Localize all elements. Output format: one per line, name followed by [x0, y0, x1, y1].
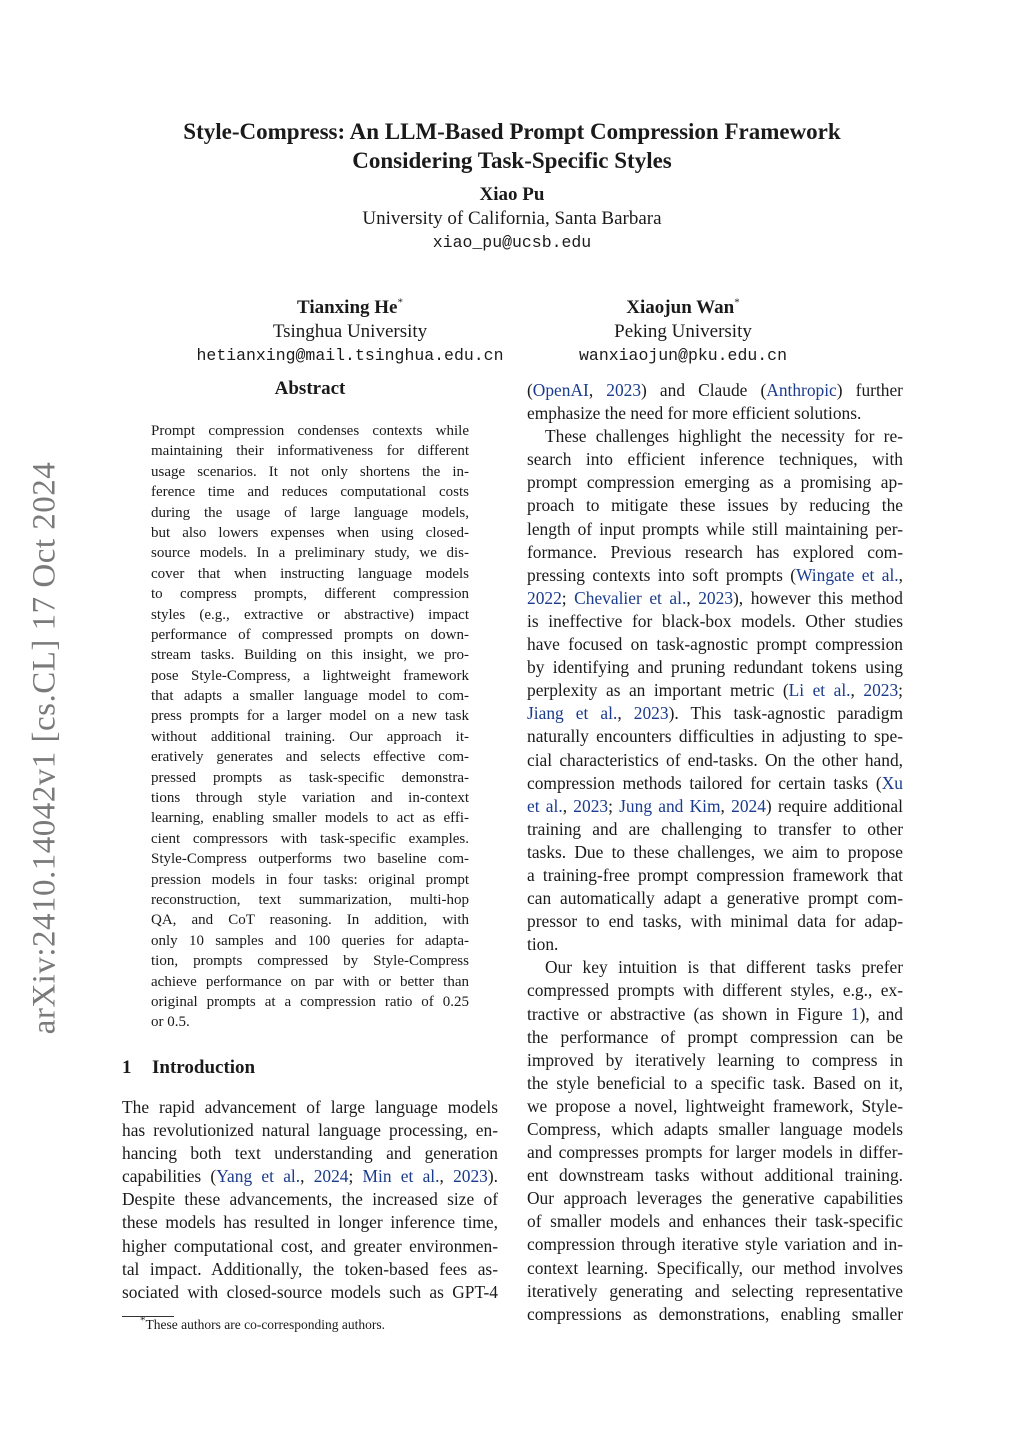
author-email: hetianxing@mail.tsinghua.edu.cn	[196, 346, 504, 365]
text-line: improved by iteratively learning to compress in	[527, 1049, 903, 1070]
author-name-line	[160, 296, 540, 320]
text-line: Despite these advancements, the increased size of	[122, 1189, 498, 1210]
abstract-line: pression models in four tasks: original prompt	[151, 871, 469, 888]
figure-reference-link[interactable]: 1	[850, 1003, 860, 1024]
abstract-line: only 10 samples and 100 queries for adapta-	[151, 932, 469, 949]
citation-link[interactable]: 2022	[527, 587, 562, 608]
text-line: Our approach leverages the generative capabilities	[527, 1188, 903, 1209]
abstract-line: Prompt compression condenses contexts while	[151, 423, 469, 439]
author-block-3	[493, 296, 873, 368]
footnote-mark: *	[140, 1314, 146, 1327]
abstract-line: pose Style-Compress, a lightweight framework	[151, 667, 469, 684]
citation-link[interactable]: 2024	[731, 795, 766, 816]
abstract-body	[151, 421, 469, 1033]
citation-link[interactable]: 2023	[633, 703, 669, 724]
citation-link[interactable]: 2023	[606, 380, 642, 400]
abstract-line: cover that when instructing language models	[151, 565, 469, 582]
author-affiliation: University of California, Santa Barbara	[362, 208, 662, 229]
abstract-line: QA, and CoT reasoning. In addition, with	[151, 912, 469, 929]
author-affiliation: Tsinghua University	[272, 321, 428, 342]
abstract-line: Style-Compress outperforms two baseline com-	[151, 851, 469, 868]
text-line: cial characteristics of end-tasks. On the other hand,	[527, 749, 903, 770]
citation-link[interactable]: Min et al.	[362, 1166, 440, 1187]
abstract-heading: Abstract	[274, 378, 346, 399]
text-line: higher computational cost, and greater environmen-	[122, 1235, 498, 1256]
abstract-line: performance of compressed prompts on down-	[151, 626, 469, 643]
text-line: perplexity as an important metric (Li et al., 2023;	[527, 680, 903, 701]
title-line-1: Style-Compress: An LLM-Based Prompt Compression Framework	[183, 119, 841, 144]
citation-link[interactable]: Xu	[881, 772, 903, 793]
text-line: has revolutionized natural language processing, en-	[122, 1120, 498, 1141]
citation-link[interactable]: 2023	[863, 680, 899, 701]
text-line: formance. Previous research has explored com-	[527, 541, 903, 562]
text-line: Compress, which adapts smaller language models	[527, 1119, 903, 1139]
text-line: The rapid advancement of large language models	[122, 1097, 498, 1117]
author-affiliation: Peking University	[614, 321, 752, 342]
text-line: search into efficient inference techniques, with	[527, 449, 903, 470]
citation-link[interactable]: 2023	[698, 587, 734, 608]
text-line: compressed prompts with different styles, e.g., ex-	[527, 980, 903, 1001]
section-title: Introduction	[152, 1057, 256, 1078]
text-line: compression through iterative style variation and in-	[527, 1234, 903, 1255]
corresponding-mark: *	[397, 296, 403, 309]
text-line: sociated with closed-source models such as GPT-4	[122, 1281, 498, 1302]
title-line-2: Considering Task-Specific Styles	[352, 148, 672, 173]
abstract-line: pressed prompts as task-specific demonstra-	[151, 769, 469, 786]
citation-link[interactable]: et al.	[527, 795, 563, 816]
abstract-line: original prompts at a compression ratio of 0.25	[151, 993, 469, 1010]
text-line: prompt compression emerging as a promising ap-	[527, 472, 903, 493]
abstract-line: learning, enabling smaller models to act as effi-	[151, 810, 469, 827]
author-email: xiao_pu@ucsb.edu	[432, 233, 592, 252]
abstract-line: source models. In a preliminary study, we dis-	[151, 545, 469, 562]
text-line: et al., 2023; Jung and Kim, 2024) require additional	[527, 795, 903, 816]
text-line: emphasize the need for more efficient solutions.	[527, 403, 862, 424]
text-line: we propose a novel, lightweight framework, Style-	[527, 1095, 903, 1116]
abstract-line: ference time and reduces computational costs	[151, 484, 469, 501]
text-line: compressions as demonstrations, enabling smaller	[527, 1303, 903, 1324]
section-heading-introduction	[122, 1057, 255, 1079]
abstract-line: to compress prompts, different compression	[151, 586, 469, 603]
text-line: iteratively generating and selecting representative	[527, 1280, 903, 1301]
intro-left-column	[122, 1096, 498, 1304]
abstract-line: reconstruction, text summarization, multi-hop	[151, 891, 469, 908]
author-name-line	[493, 296, 873, 320]
abstract-line: that adapts a smaller language model to com-	[151, 688, 469, 705]
abstract-line: maintaining their informativeness for different	[151, 443, 469, 460]
abstract-line: tion, prompts compressed by Style-Compress	[151, 953, 469, 970]
intro-right-column	[527, 379, 903, 1326]
section-number: 1	[122, 1057, 132, 1078]
citation-link[interactable]: Chevalier et al.	[574, 587, 687, 608]
text-line: length of input prompts while still maintaining per-	[527, 518, 903, 539]
text-line: hancing both text understanding and generation	[122, 1143, 498, 1164]
text-line: is ineffective for black-box models. Other studies	[527, 610, 903, 631]
citation-link[interactable]: Anthropic	[766, 380, 837, 400]
text-line: tractive or abstractive (as shown in Figure 1), and	[527, 1003, 903, 1024]
author-name: Tianxing He	[297, 297, 398, 318]
abstract-line: but also lowers expenses when using closed-	[151, 524, 469, 541]
text-line: compression methods tailored for certain tasks (Xu	[527, 772, 903, 793]
text-line: have focused on task-agnostic prompt compression	[527, 634, 903, 655]
citation-link[interactable]: Yang et al.	[216, 1166, 301, 1187]
text-line: tasks. Due to these challenges, we aim to propose	[527, 841, 903, 862]
footnote	[140, 1314, 386, 1333]
text-line: proach to mitigate these issues by reducing the	[527, 495, 903, 516]
text-line: can automatically adapt a generative prompt com-	[527, 888, 903, 909]
abstract-line: cient compressors with task-specific examples.	[151, 830, 469, 847]
text-line: pressing contexts into soft prompts (Wingate et al.,	[527, 564, 904, 585]
author-name: Xiaojun Wan	[626, 297, 735, 318]
citation-link[interactable]: Wingate et al.	[796, 564, 899, 585]
author-block-1	[0, 183, 1024, 255]
text-line: pressor to end tasks, with minimal data for adap-	[527, 911, 903, 932]
abstract-line: or 0.5.	[151, 1014, 190, 1031]
citation-link[interactable]: Li et al.	[788, 680, 851, 701]
arxiv-identifier-stamp: arXiv:2410.14042v1 [cs.CL] 17 Oct 2024	[26, 461, 63, 1035]
author-email: wanxiaojun@pku.edu.cn	[579, 346, 787, 365]
abstract-line: styles (e.g., extractive or abstractive) impact	[151, 606, 469, 623]
abstract-line: stream tasks. Building on this insight, we pro-	[151, 647, 469, 664]
footnote-text: These authors are co-corresponding authors.	[145, 1317, 386, 1332]
text-line: context learning. Specifically, our method involves	[527, 1257, 903, 1278]
text-line: training and are challenging to transfer to other	[527, 818, 903, 839]
text-line: by identifying and pruning redundant tokens using	[527, 657, 903, 678]
author-block-2	[160, 296, 540, 368]
citation-link[interactable]: 2023	[453, 1166, 488, 1187]
text-line: Jiang et al., 2023). This task-agnostic paradigm	[527, 703, 903, 724]
text-line: the performance of prompt compression can be	[527, 1026, 903, 1047]
citation-link[interactable]: 2024	[313, 1166, 349, 1187]
text-line: these models has resulted in longer inference time,	[122, 1212, 498, 1233]
abstract-line: without additional training. Our approach it-	[151, 728, 469, 745]
abstract-line: achieve performance on par with or better than	[151, 973, 469, 990]
abstract-line: press prompts for a larger model on a new task	[151, 708, 469, 725]
text-line: the style beneficial to a specific task. Based on it,	[527, 1072, 903, 1093]
citation-link[interactable]: 2023	[573, 795, 609, 816]
corresponding-mark: *	[734, 296, 740, 309]
abstract-line: eratively generates and selects effective com-	[151, 749, 469, 766]
text-line: and compresses prompts for larger models in differ-	[527, 1142, 903, 1163]
citation-link[interactable]: OpenAI	[532, 380, 589, 400]
paper-title	[0, 117, 1024, 175]
text-line: tal impact. Additionally, the token-based fees as-	[122, 1258, 498, 1279]
text-line: naturally encounters difficulties in adjusting to spe-	[527, 726, 903, 747]
abstract-line: tions through style variation and in-context	[151, 790, 469, 807]
author-name: Xiao Pu	[479, 184, 545, 205]
text-line: Our key intuition is that different tasks prefer	[545, 957, 903, 978]
citation-link[interactable]: Jiang et al.	[527, 703, 618, 724]
text-line: These challenges highlight the necessity for re-	[545, 426, 903, 447]
text-line: 2022; Chevalier et al., 2023), however this method	[527, 587, 903, 608]
citation-link[interactable]: Jung and Kim	[619, 795, 721, 816]
text-line: (OpenAI, 2023) and Claude (Anthropic) further	[527, 380, 903, 400]
text-line: ent downstream tasks without additional training.	[527, 1165, 903, 1186]
text-line: capabilities (Yang et al., 2024; Min et al., 2023).	[122, 1166, 498, 1187]
text-line: a training-free prompt compression framework that	[527, 864, 903, 885]
text-line: of smaller models and enhances their task-specific	[527, 1211, 903, 1232]
abstract-line: usage scenarios. It not only shortens the in-	[151, 463, 469, 480]
text-line: tion.	[527, 934, 559, 955]
abstract-line: during the usage of large language models,	[151, 504, 469, 521]
